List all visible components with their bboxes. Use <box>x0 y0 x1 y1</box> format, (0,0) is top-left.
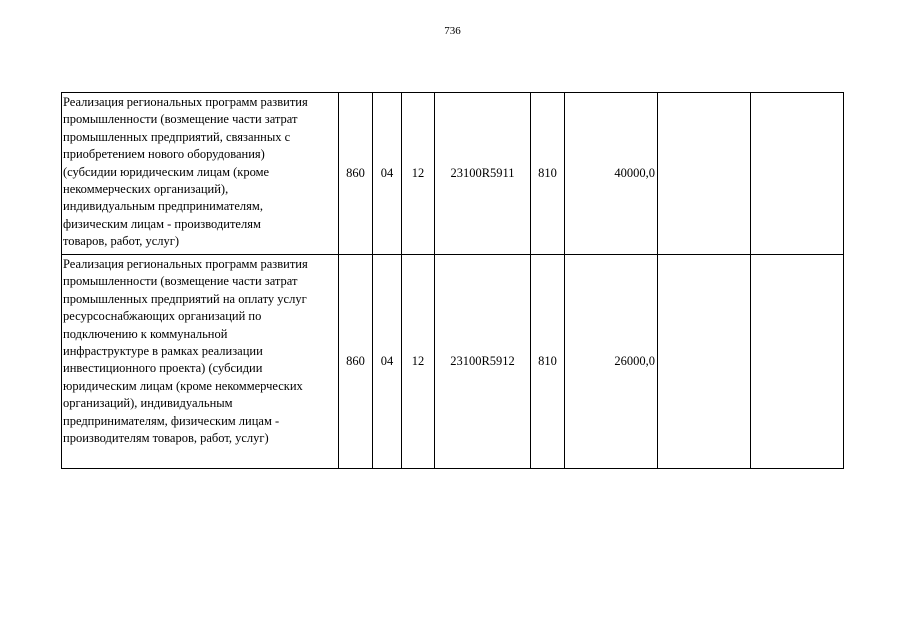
row-code: 860 <box>339 93 373 255</box>
row-expense-type: 810 <box>531 93 565 255</box>
row-section: 04 <box>373 255 402 469</box>
row-section: 04 <box>373 93 402 255</box>
row-empty-cell <box>751 255 844 469</box>
row-expense-type: 810 <box>531 255 565 469</box>
row-description: Реализация региональных программ развития промышленности (возмещение части затрат промышленных предприятий, связанных с приобретением нового оборудования) (субсидии юридическим лицам (кроме некоммерческих организаций), индивидуальным предпринимателям, физическим лицам - производителям товаров, работ, услуг) <box>62 93 339 255</box>
row-empty-cell <box>658 255 751 469</box>
row-description: Реализация региональных программ развития промышленности (возмещение части затрат промышленных предприятий на оплату услуг ресурсоснабжающих организаций по подключению к коммунальной инфраструктуре в рамках реализации инвестиционного проекта) (субсидии юридическим лицам (кроме некоммерческих организаций), индивидуальным предпринимателям, физическим лицам - производителям товаров, работ, услуг) <box>62 255 339 469</box>
row-code: 860 <box>339 255 373 469</box>
row-empty-cell <box>658 93 751 255</box>
row-target-article: 23100R5912 <box>435 255 531 469</box>
row-subsection: 12 <box>402 255 435 469</box>
page-number: 736 <box>444 25 461 37</box>
table-row <box>62 93 844 255</box>
row-amount: 26000,0 <box>565 255 658 469</box>
row-amount: 40000,0 <box>565 93 658 255</box>
table-row <box>62 255 844 469</box>
row-subsection: 12 <box>402 93 435 255</box>
row-empty-cell <box>751 93 844 255</box>
budget-table <box>61 92 844 469</box>
row-target-article: 23100R5911 <box>435 93 531 255</box>
